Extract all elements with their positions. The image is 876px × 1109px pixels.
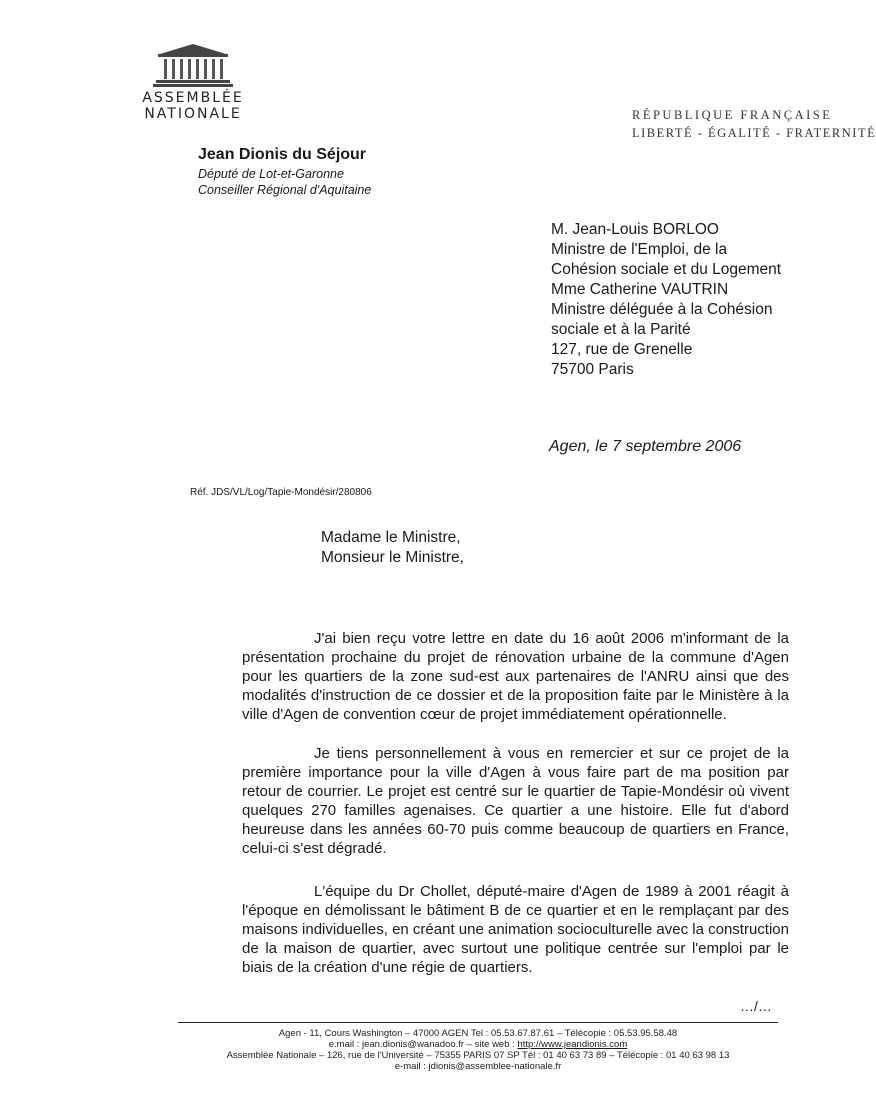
body-paragraph-3: L'équipe du Dr Chollet, député-maire d'Agen de 1989 à 2001 réagit à l'époque en démolissant le bâtiment B de ce quartier et en le remplaçant par des maisons individuelles, en créant une animation socioculturelle avec la construction de la maison de quartier, avec surtout une politique centrée sur l'emploi par le biais de la création d'une régie de quartiers. xyxy=(242,883,789,976)
sender-role-deputy: Député de Lot-et-Garonne xyxy=(198,167,344,181)
recipient-line: sociale et à la Parité xyxy=(551,321,691,338)
parliament-building-icon xyxy=(148,40,238,90)
footer-website-link[interactable]: http://www.jeandionis.com xyxy=(517,1039,628,1050)
logo-text-line1: ASSEMBLÉE xyxy=(142,90,244,106)
recipient-line: M. Jean-Louis BORLOO xyxy=(551,221,719,238)
republic-heading: RÉPUBLIQUE FRANÇAISE xyxy=(632,108,833,122)
body-paragraph-1: J'ai bien reçu votre lettre en date du 16 août 2006 m'informant de la présentation prochaine du projet de rénovation urbaine de la commune d'Agen pour les quartiers de la zone sud-est aux partenaires de l'ANRU ainsi que des modalités d'instruction de ce dossier et de la proposition faite par le Ministère à la ville d'Agen de convention cœur de projet immédiatement opérationnelle. xyxy=(242,630,789,723)
footer-address-paris: Assemblée Nationale – 126, rue de l'Université – 75355 PARIS 07 SP Tél : 01 40 63 73 89 – Télécopie : 01 40 63 98 13 xyxy=(226,1050,730,1061)
footer-email-link[interactable]: jean.dionis@wanadoo.fr xyxy=(362,1039,465,1050)
recipient-line: Cohésion sociale et du Logement xyxy=(551,261,782,278)
salutation-line: Monsieur le Ministre, xyxy=(321,549,464,566)
recipient-line: Ministre de l'Emploi, de la xyxy=(551,241,728,258)
recipient-line: 75700 Paris xyxy=(551,361,634,378)
footer-email-assemblee: e-mail : jdionis@assemblee-nationale.fr xyxy=(394,1061,562,1072)
recipient-line: Ministre déléguée à la Cohésion xyxy=(551,301,773,318)
footer xyxy=(178,1028,778,1072)
footer-address-agen: Agen - 11, Cours Washington – 47000 AGEN Tel : 05.53.67.87.61 – Télécopie : 05.53.95.58.48 xyxy=(278,1028,678,1039)
republic-motto: LIBERTÉ - ÉGALITÉ - FRATERNITÉ xyxy=(632,126,876,140)
recipient-line: 127, rue de Grenelle xyxy=(551,341,693,358)
footer-contact-line xyxy=(178,1039,778,1050)
letter-date: Agen, le 7 septembre 2006 xyxy=(549,438,742,455)
salutation xyxy=(321,528,464,568)
sender-name: Jean Dionis du Séjour xyxy=(198,146,367,163)
continuation-mark: …/… xyxy=(740,998,772,1014)
logo-text-line2: NATIONALE xyxy=(144,106,242,122)
footer-site-label: – site web : xyxy=(464,1039,518,1050)
salutation-line: Madame le Ministre, xyxy=(321,529,461,546)
recipient-address xyxy=(551,220,781,380)
footer-email-label: e.mail : xyxy=(328,1039,362,1050)
sender-role-councillor: Conseiller Régional d'Aquitaine xyxy=(198,183,372,197)
footer-divider xyxy=(178,1022,778,1023)
body-paragraph-2: Je tiens personnellement à vous en remercier et sur ce projet de la première importance pour la ville d'Agen à vous faire part de ma position par retour de courrier. Le projet est centré sur le quartier de Tapie-Mondésir où vivent quelques 270 familles agenaises. Ce quartier a une histoire. Elle fut d'abord heureuse dans les années 60-70 puis comme beaucoup de quartiers en France, celui-ci s'est dégradé. xyxy=(242,745,789,857)
recipient-line: Mme Catherine VAUTRIN xyxy=(551,281,729,298)
assemblee-nationale-logo xyxy=(138,40,248,122)
reference-line: Réf. JDS/VL/Log/Tapie-Mondésir/280806 xyxy=(190,487,372,498)
